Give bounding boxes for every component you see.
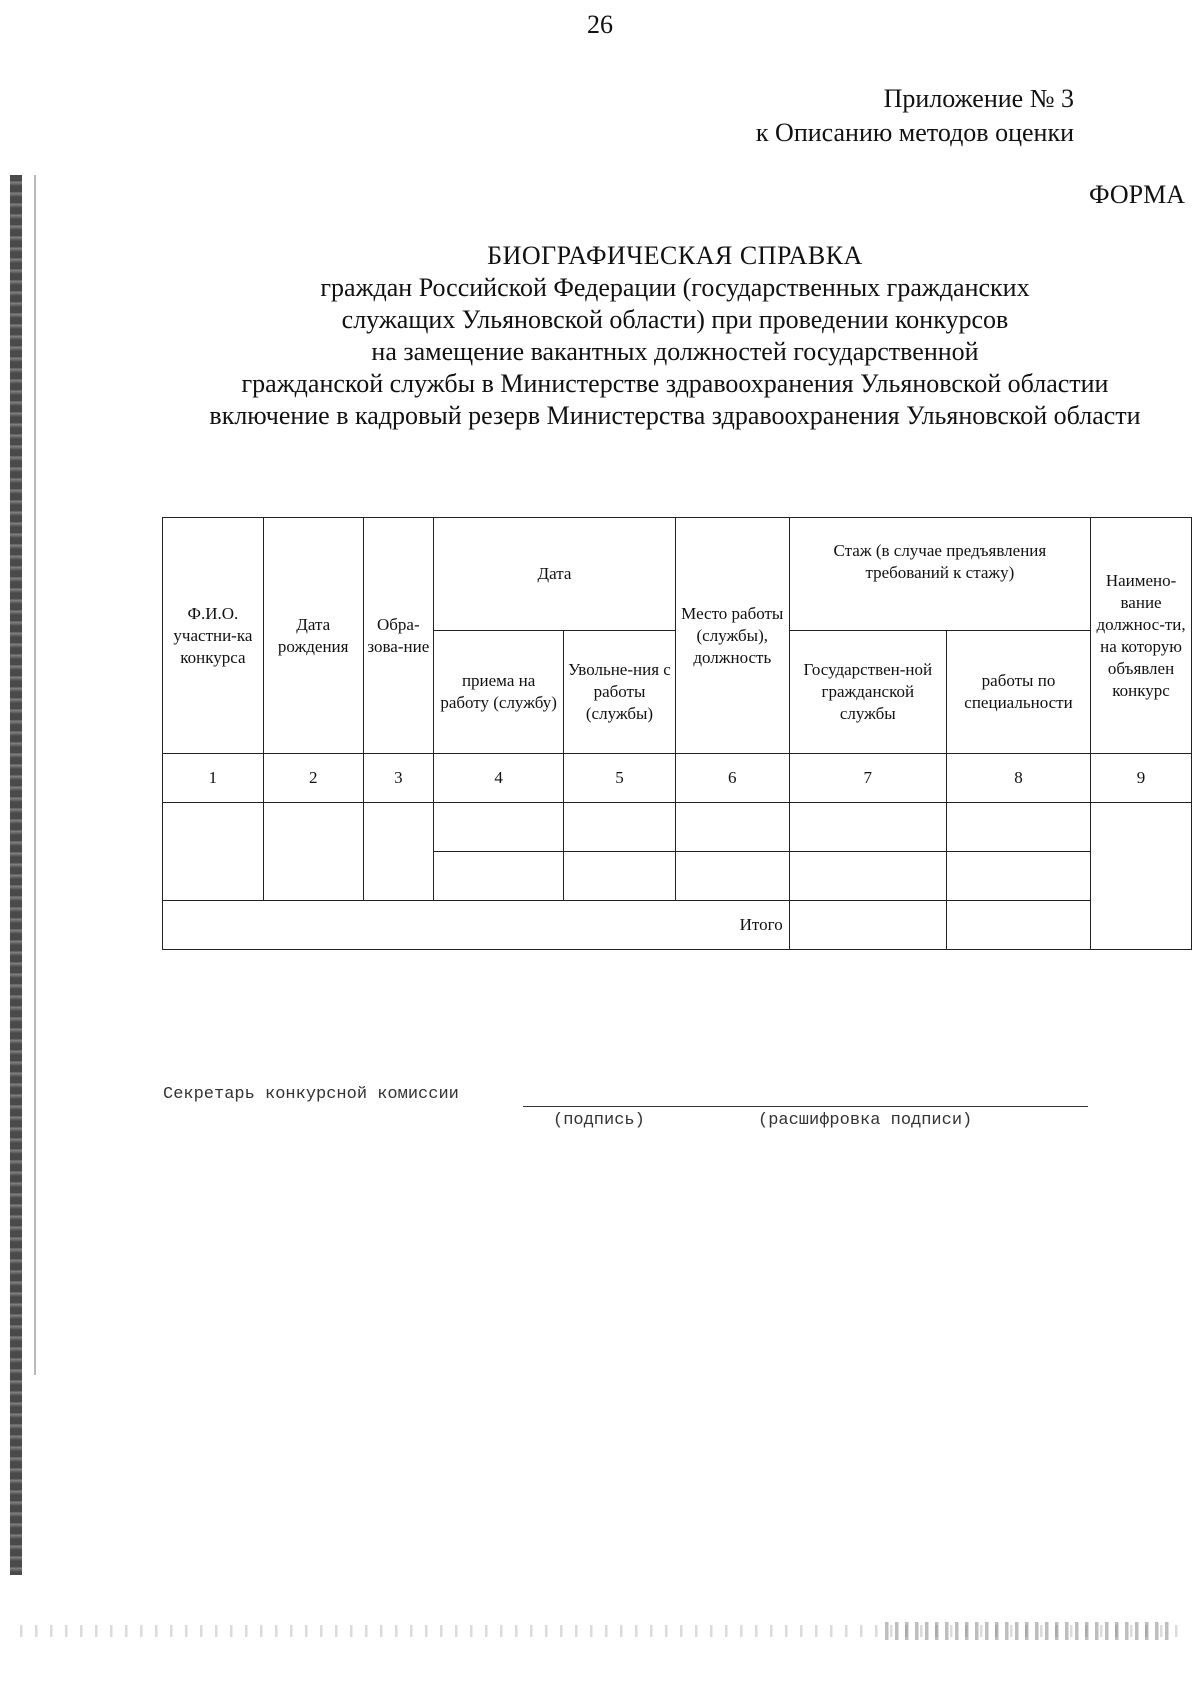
column-number: 5	[564, 754, 676, 803]
column-number: 6	[675, 754, 789, 803]
empty-cell	[1091, 803, 1192, 950]
header-workplace: Место работы (службы), должность	[675, 518, 789, 754]
column-number: 4	[434, 754, 564, 803]
empty-cell	[675, 852, 789, 901]
table-row	[163, 803, 1192, 852]
empty-cell	[263, 803, 363, 901]
column-number: 3	[363, 754, 433, 803]
empty-cell	[946, 852, 1090, 901]
empty-cell	[946, 803, 1090, 852]
table-header-row	[163, 518, 1192, 631]
header-date-group: Дата	[434, 518, 676, 631]
document-title: БИОГРАФИЧЕСКАЯ СПРАВКА	[487, 241, 863, 270]
empty-cell	[789, 901, 946, 950]
column-number: 9	[1091, 754, 1192, 803]
header-experience-group: Стаж (в случае предъявления требований к стажу)	[789, 518, 1090, 631]
column-number: 8	[946, 754, 1090, 803]
header-specialty: работы по специальности	[946, 631, 1090, 754]
appendix-reference	[514, 82, 1074, 150]
empty-cell	[163, 803, 264, 901]
heading-line: на замещение вакантных должностей государственной	[371, 337, 979, 366]
empty-cell	[564, 852, 676, 901]
signature-decoding-hint: (расшифровка подписи)	[758, 1111, 973, 1130]
signature-line	[523, 1106, 1088, 1107]
biographical-table	[162, 517, 1192, 950]
heading-line: гражданской службы в Министерстве здравоохранения Ульяновской областии	[241, 369, 1109, 398]
empty-cell	[434, 852, 564, 901]
empty-cell	[789, 803, 946, 852]
column-number: 7	[789, 754, 946, 803]
signature-block	[163, 1085, 1123, 1130]
page-number: 26	[587, 10, 613, 39]
scan-bottom-artifact	[885, 1622, 1175, 1640]
signature-label: Секретарь конкурсной комиссии	[163, 1085, 459, 1104]
document-heading	[160, 240, 1190, 432]
total-label: Итого	[163, 901, 790, 950]
empty-cell	[564, 803, 676, 852]
heading-line: граждан Российской Федерации (государственных гражданских	[320, 273, 1030, 302]
header-position: Наимено-вание должнос-ти, на которую объявлен конкурс	[1091, 518, 1192, 754]
scan-edge-line	[34, 175, 36, 1375]
form-label: ФОРМА	[1089, 180, 1185, 209]
appendix-document: к Описанию методов оценки	[755, 118, 1074, 147]
appendix-number: Приложение № 3	[883, 84, 1074, 113]
heading-line: служащих Ульяновской области) при проведении конкурсов	[341, 305, 1009, 334]
column-number: 2	[263, 754, 363, 803]
header-education: Обра-зова-ние	[363, 518, 433, 754]
total-row	[163, 901, 1192, 950]
column-numbers-row	[163, 754, 1192, 803]
header-fio: Ф.И.О. участни-ка конкурса	[163, 518, 264, 754]
header-birth-date: Дата рождения	[263, 518, 363, 754]
heading-line: включение в кадровый резерв Министерства здравоохранения Ульяновской области	[209, 401, 1141, 430]
signature-hint: (подпись)	[553, 1111, 645, 1130]
empty-cell	[434, 803, 564, 852]
empty-cell	[675, 803, 789, 852]
empty-cell	[946, 901, 1090, 950]
header-dismissal-date: Увольне-ния с работы (службы)	[564, 631, 676, 754]
header-civil-service: Государствен-ной гражданской службы	[789, 631, 946, 754]
empty-cell	[363, 803, 433, 901]
empty-cell	[789, 852, 946, 901]
header-hire-date: приема на работу (службу)	[434, 631, 564, 754]
scan-edge-artifact	[10, 175, 22, 1575]
column-number: 1	[163, 754, 264, 803]
